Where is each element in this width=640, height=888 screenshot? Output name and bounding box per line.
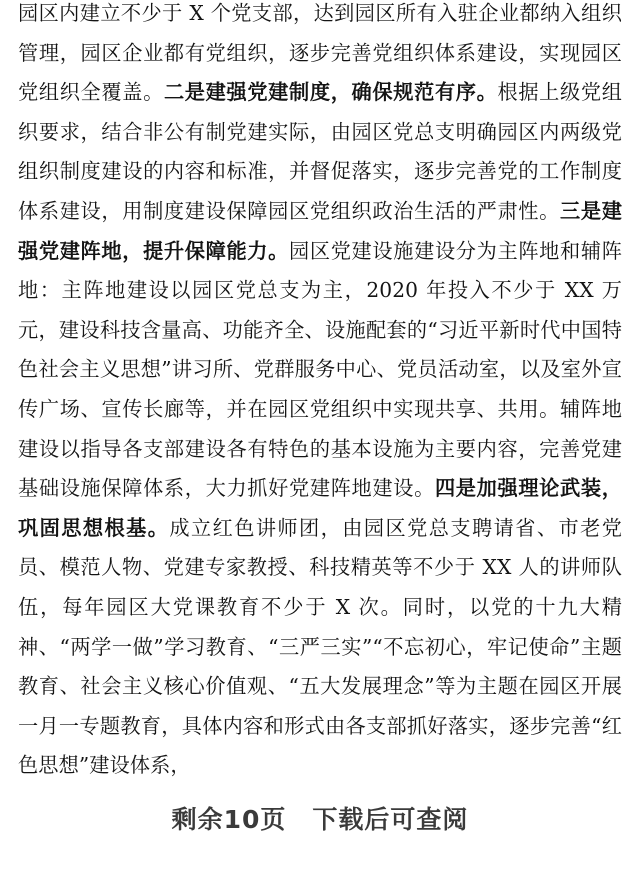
- preview-footer-notice: [0, 800, 640, 836]
- document-text-body: [18, 0, 622, 786]
- download-hint-label: 下载后可查阅: [312, 805, 469, 834]
- remaining-pages-label: 剩余10页: [171, 805, 287, 834]
- body-paragraph: 园区内建立不少于 X 个党支部，达到园区所有入驻企业都纳入组织管理，园区企业都有党组织，逐步完善党组织体系建设，实现园区党组织全覆盖。二是建强党建制度，确保规范有序。根据上级党组织要求，结合非公有制党建实际，由园区党总支明确园区内两级党组织制度建设的内容和标准，并督促落实，逐步完善党的工作制度体系建设，用制度建设保障园区党组织政治生活的严肃性。三是建强党建阵地，提升保障能力。园区党建设施建设分为主阵地和辅阵地：主阵地建设以园区党总支为主，2020 年投入不少于 XX 万元，建设科技含量高、功能齐全、设施配套的“习近平新时代中国特色社会主义思想”讲习所、党群服务中心、党员活动室，以及室外宣传广场、宣传长廊等，并在园区党组织中实现共享、共用。辅阵地建设以指导各支部建设各有特色的基本设施为主要内容，完善党建基础设施保障体系，大力抓好党建阵地建设。四是加强理论武装，巩固思想根基。成立红色讲师团，由园区党总支聘请省、市老党员、模范人物、党建专家教授、科技精英等不少于 XX 人的讲师队伍，每年园区大党课教育不少于 X 次。同时，以党的十九大精神、“两学一做”学习教育、“三严三实”“不忘初心，牢记使命”主题教育、社会主义核心价值观、“五大发展理念”等为主题在园区开展一月一专题教育，具体内容和形式由各支部抓好落实，逐步完善“红色思想”建设体系，: [18, 1, 623, 778]
